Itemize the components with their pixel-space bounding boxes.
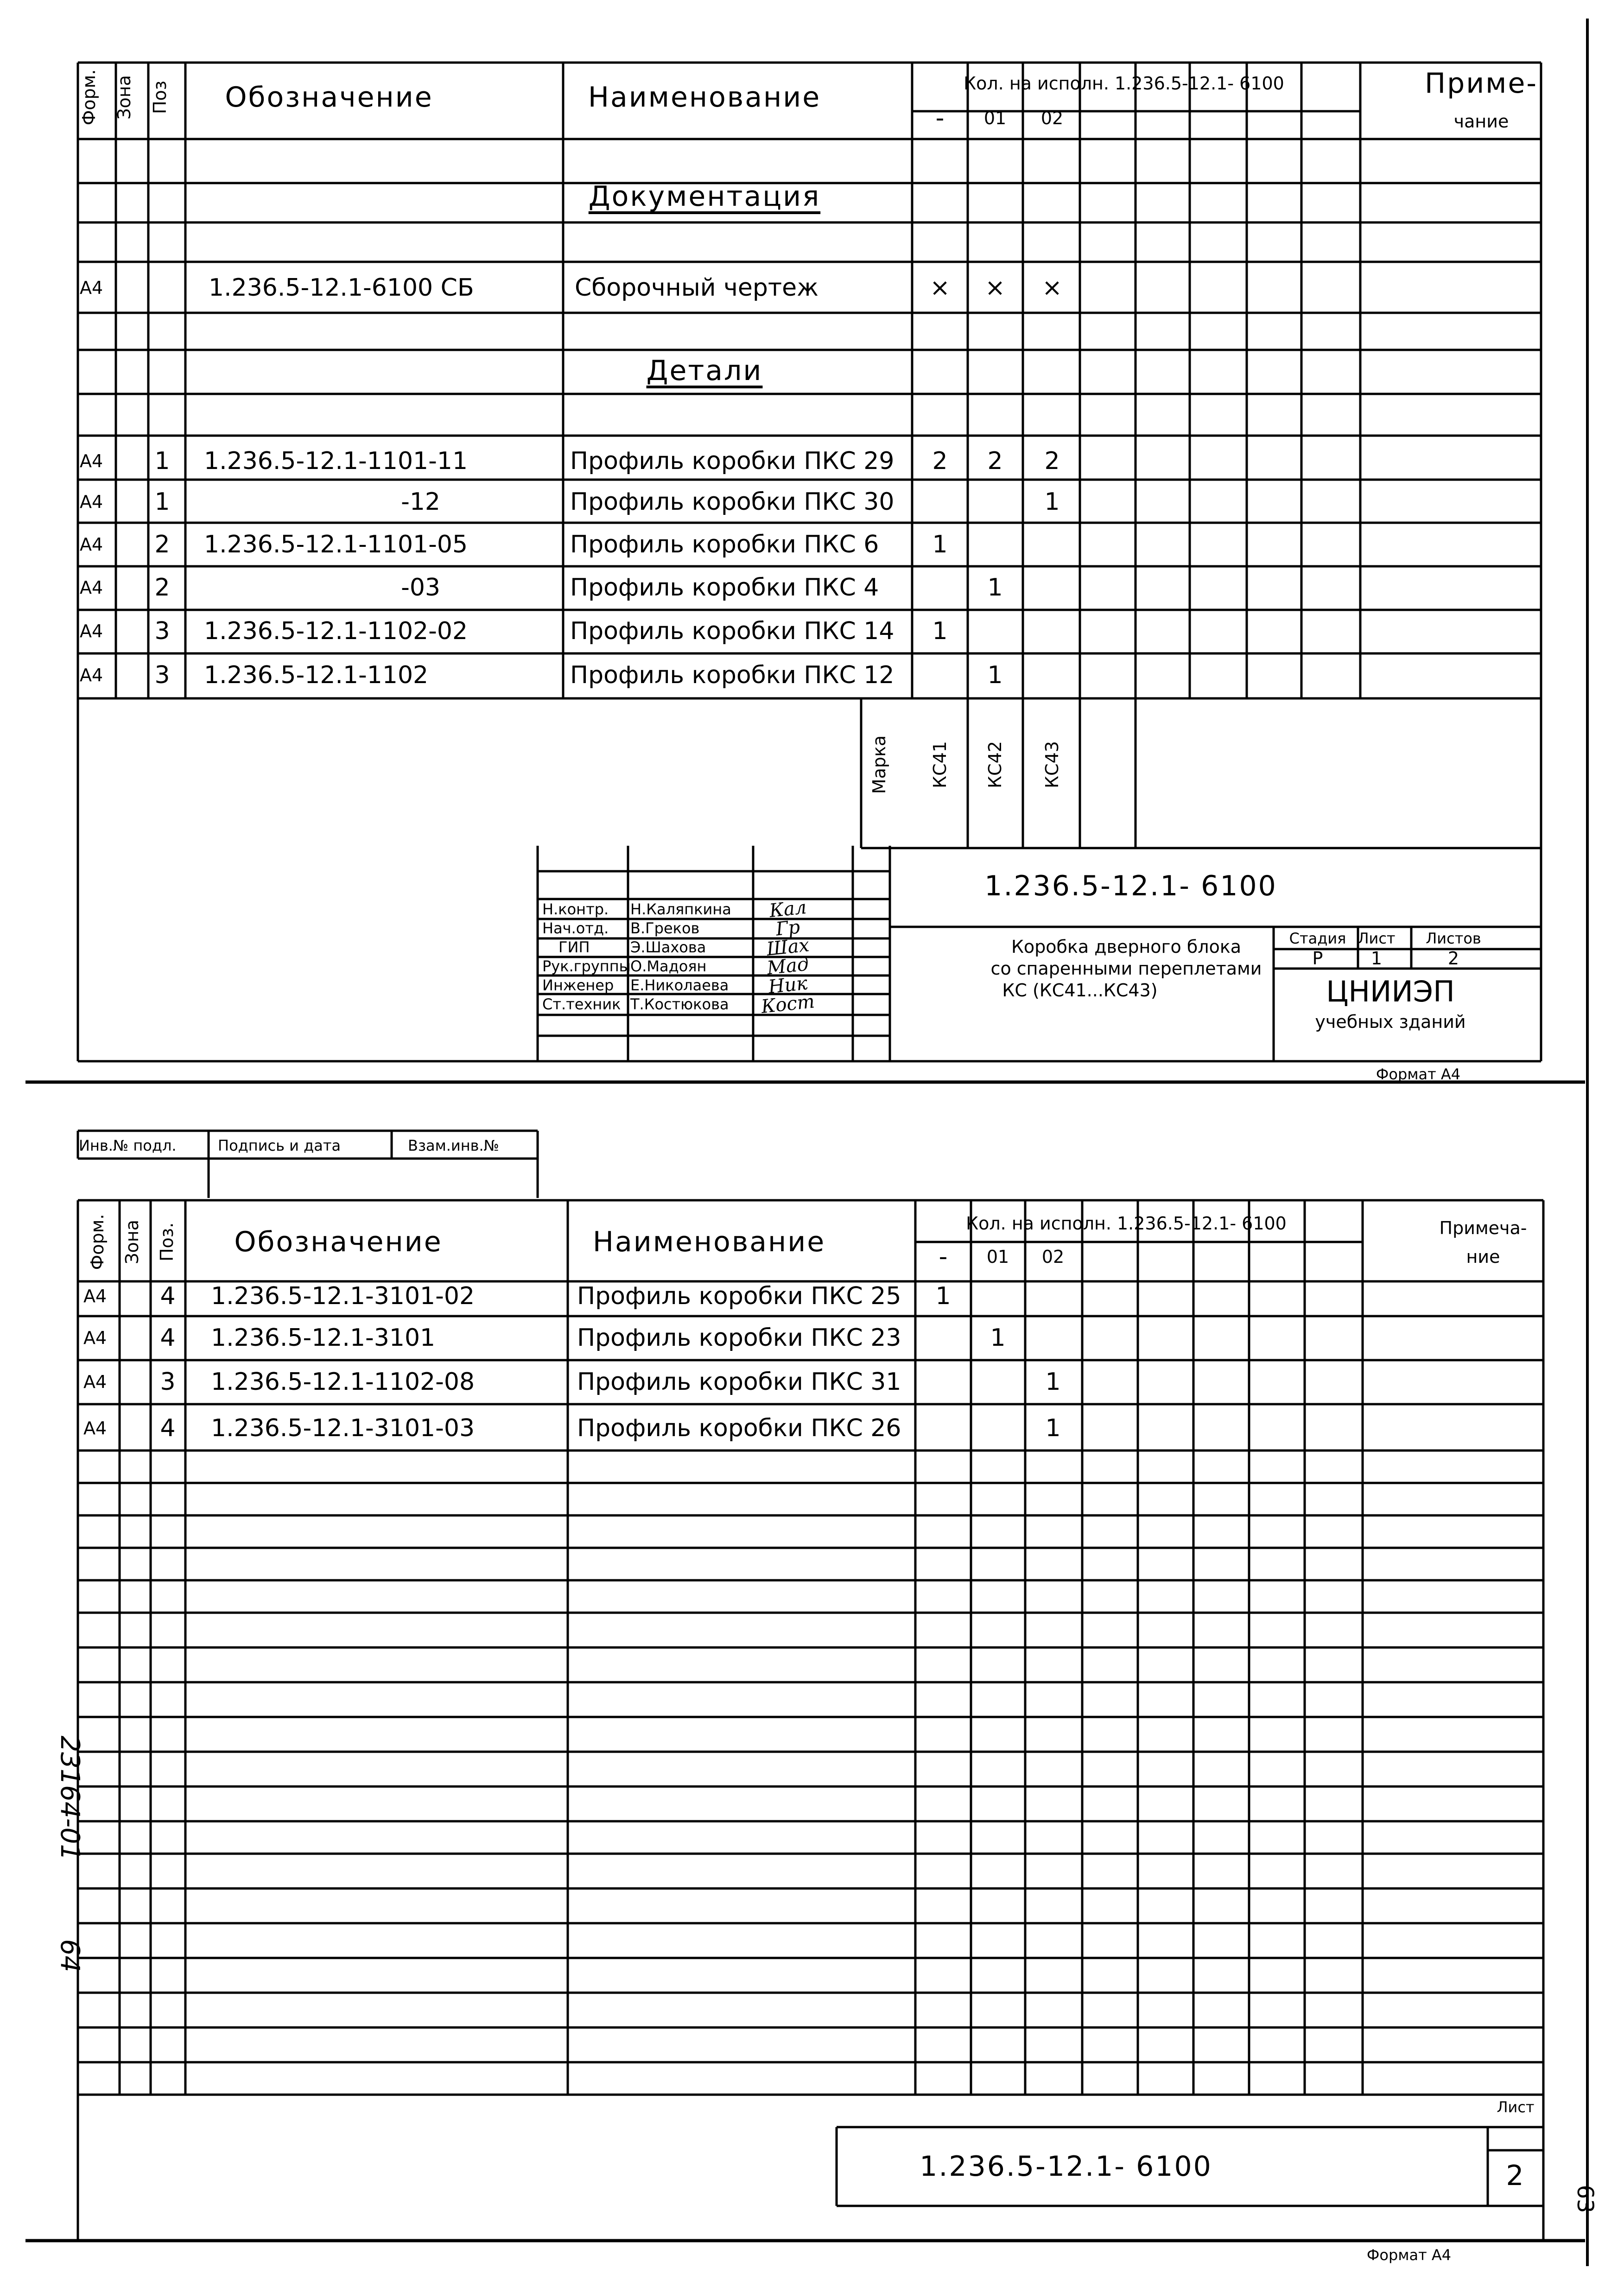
stamp-org: ЦНИИЭП xyxy=(1326,975,1455,1008)
row-qty-base: 1 xyxy=(932,617,948,645)
row-pos: 3 xyxy=(154,617,170,645)
row-qty-02: 1 xyxy=(1045,1414,1061,1442)
row-form: А4 xyxy=(83,1286,107,1306)
staff-role: Нач.отд. xyxy=(542,919,609,937)
stamp-title-line-2: со спаренными переплетами xyxy=(990,958,1262,979)
stamp-sheet-number: 2 xyxy=(1506,2160,1525,2192)
row-name: Профиль коробки ПКС 26 xyxy=(577,1414,901,1442)
row-designation: 1.236.5-12.1-1101-05 xyxy=(204,531,468,558)
staff-signature: Шах xyxy=(765,934,811,960)
staff-signature: Кост xyxy=(760,991,816,1018)
row-form: А4 xyxy=(80,665,103,685)
row-designation: 1.236.5-12.1-1102-08 xyxy=(211,1368,475,1396)
row-pos: 3 xyxy=(154,661,170,689)
staff-signature: Кал xyxy=(768,896,808,922)
row-qty-02: 1 xyxy=(1044,488,1060,516)
format-label: Формат А4 xyxy=(1376,1065,1461,1083)
stamp-stage: Р xyxy=(1312,948,1323,969)
row-form: А4 xyxy=(83,1418,107,1438)
row-pos: 1 xyxy=(154,488,170,516)
row-qty-base: 1 xyxy=(935,1282,951,1310)
row-form: А4 xyxy=(80,621,103,641)
stamp-sheets-label: Листов xyxy=(1426,930,1481,947)
row-name: Профиль коробки ПКС 31 xyxy=(577,1368,901,1396)
inv-label: Подпись и дата xyxy=(218,1137,341,1154)
row-pos: 3 xyxy=(160,1368,176,1396)
format-label: Формат А4 xyxy=(1366,2246,1452,2264)
inv-label: Взам.инв.№ xyxy=(408,1137,499,1154)
stamp-sheet-label: Лист xyxy=(1497,2098,1535,2116)
col-header-note-1: Приме- xyxy=(1424,67,1538,100)
row-pos: 4 xyxy=(160,1282,176,1310)
row-name: Профиль коробки ПКС 14 xyxy=(570,617,894,645)
variant-header-01: 01 xyxy=(983,108,1007,128)
variant-header-02: 02 xyxy=(1040,108,1064,128)
section-documentation: Документация xyxy=(588,180,821,213)
staff-role: ГИП xyxy=(558,938,590,956)
doc-row-mark-base: × xyxy=(930,274,950,302)
staff-role: Ст.техник xyxy=(542,995,621,1013)
staff-name: Т.Костюкова xyxy=(630,995,729,1013)
col-header-name: Наименование xyxy=(588,81,821,114)
row-qty-base: 2 xyxy=(932,447,948,475)
marka-label: Марка xyxy=(869,735,889,794)
stamp-code: 1.236.5-12.1- 6100 xyxy=(920,2150,1212,2183)
stamp-org-sub: учебных зданий xyxy=(1315,1012,1466,1032)
col-header-name: Наименование xyxy=(592,1226,826,1258)
stamp-title-line-3: КС (КС41...КС43) xyxy=(1002,980,1158,1001)
doc-row-name: Сборочный чертеж xyxy=(575,274,818,302)
row-name: Профиль коробки ПКС 12 xyxy=(570,661,894,689)
row-name: Профиль коробки ПКС 4 xyxy=(570,574,879,602)
row-qty-01: 1 xyxy=(987,661,1003,689)
marka-value: КС41 xyxy=(930,741,950,788)
staff-name: Н.Каляпкина xyxy=(630,900,731,918)
row-designation: -03 xyxy=(401,574,440,602)
stamp-title-line-1: Коробка дверного блока xyxy=(1011,937,1242,957)
staff-role: Н.контр. xyxy=(542,900,609,918)
row-qty-01: 2 xyxy=(987,447,1003,475)
row-name: Профиль коробки ПКС 29 xyxy=(570,447,894,475)
marka-value: КС43 xyxy=(1042,741,1062,788)
staff-role: Рук.группы xyxy=(542,957,631,975)
inventory-number: 23164-01 xyxy=(55,1736,85,1861)
row-designation: 1.236.5-12.1-3101 xyxy=(211,1324,436,1352)
row-qty-02: 1 xyxy=(1045,1368,1061,1396)
page-number: 64 xyxy=(55,1939,85,1972)
doc-row-form: А4 xyxy=(80,278,103,298)
doc-row-mark-02: × xyxy=(1042,274,1062,302)
row-form: А4 xyxy=(83,1372,107,1392)
variant-header-base: - xyxy=(935,104,945,132)
variant-header-02: 02 xyxy=(1041,1247,1065,1267)
row-qty-base: 1 xyxy=(932,531,948,558)
row-name: Профиль коробки ПКС 30 xyxy=(570,488,894,516)
row-pos: 4 xyxy=(160,1324,176,1352)
row-form: А4 xyxy=(80,492,103,512)
staff-name: Е.Николаева xyxy=(630,976,729,994)
col-header-designation: Обозначение xyxy=(234,1226,443,1258)
staff-name: Э.Шахова xyxy=(630,938,706,956)
col-header-note-1: Примеча- xyxy=(1439,1218,1527,1238)
row-designation: 1.236.5-12.1-1102-02 xyxy=(204,617,468,645)
row-name: Профиль коробки ПКС 23 xyxy=(577,1324,901,1352)
row-form: А4 xyxy=(80,451,103,471)
staff-signature: Гр xyxy=(774,916,801,940)
doc-row-designation: 1.236.5-12.1-6100 СБ xyxy=(209,274,474,302)
row-designation: 1.236.5-12.1-3101-02 xyxy=(211,1282,475,1310)
variant-header-01: 01 xyxy=(986,1247,1009,1267)
doc-row-mark-01: × xyxy=(985,274,1005,302)
col-header-zone: Зона xyxy=(114,75,134,120)
row-form: А4 xyxy=(83,1328,107,1348)
stamp-sheet-label: Лист xyxy=(1358,930,1396,947)
row-designation: 1.236.5-12.1-1102 xyxy=(204,661,429,689)
col-header-designation: Обозначение xyxy=(225,81,433,114)
row-name: Профиль коробки ПКС 25 xyxy=(577,1282,901,1310)
col-header-pos: Поз xyxy=(150,80,170,114)
row-pos: 2 xyxy=(154,574,170,602)
col-header-form: Форм. xyxy=(87,1214,108,1270)
qty-header-title: Кол. на исполн. 1.236.5-12.1- 6100 xyxy=(964,73,1284,94)
qty-header-title: Кол. на исполн. 1.236.5-12.1- 6100 xyxy=(966,1213,1287,1234)
row-name: Профиль коробки ПКС 6 xyxy=(570,531,879,558)
row-qty-01: 1 xyxy=(990,1324,1006,1352)
stamp-code: 1.236.5-12.1- 6100 xyxy=(984,870,1277,902)
staff-signature: Мад xyxy=(766,953,810,979)
inv-label: Инв.№ подл. xyxy=(79,1137,177,1154)
row-designation: 1.236.5-12.1-3101-03 xyxy=(211,1414,475,1442)
staff-role: Инженер xyxy=(542,976,614,994)
col-header-pos: Поз. xyxy=(157,1222,177,1262)
stamp-sheets: 2 xyxy=(1447,948,1459,969)
marka-value: КС42 xyxy=(985,741,1005,788)
col-header-form: Форм. xyxy=(79,69,99,126)
row-designation: -12 xyxy=(401,488,440,516)
row-qty-02: 2 xyxy=(1044,447,1060,475)
stamp-sheet: 1 xyxy=(1370,948,1383,969)
staff-name: О.Мадоян xyxy=(630,957,707,975)
col-header-note-2: ние xyxy=(1466,1247,1500,1267)
row-pos: 4 xyxy=(160,1414,176,1442)
stamp-stage-label: Стадия xyxy=(1289,930,1346,947)
col-header-note-2: чание xyxy=(1453,111,1509,132)
variant-header-base: - xyxy=(939,1243,948,1271)
row-pos: 2 xyxy=(154,531,170,558)
col-header-zone: Зона xyxy=(122,1220,142,1264)
section-details: Детали xyxy=(646,355,763,387)
staff-signature: Ник xyxy=(767,972,809,998)
row-form: А4 xyxy=(80,534,103,555)
row-designation: 1.236.5-12.1-1101-11 xyxy=(204,447,468,475)
row-form: А4 xyxy=(80,577,103,598)
row-qty-01: 1 xyxy=(987,574,1003,602)
row-pos: 1 xyxy=(154,447,170,475)
corner-number: 63 xyxy=(1572,2185,1598,2213)
staff-name: В.Греков xyxy=(630,919,700,937)
